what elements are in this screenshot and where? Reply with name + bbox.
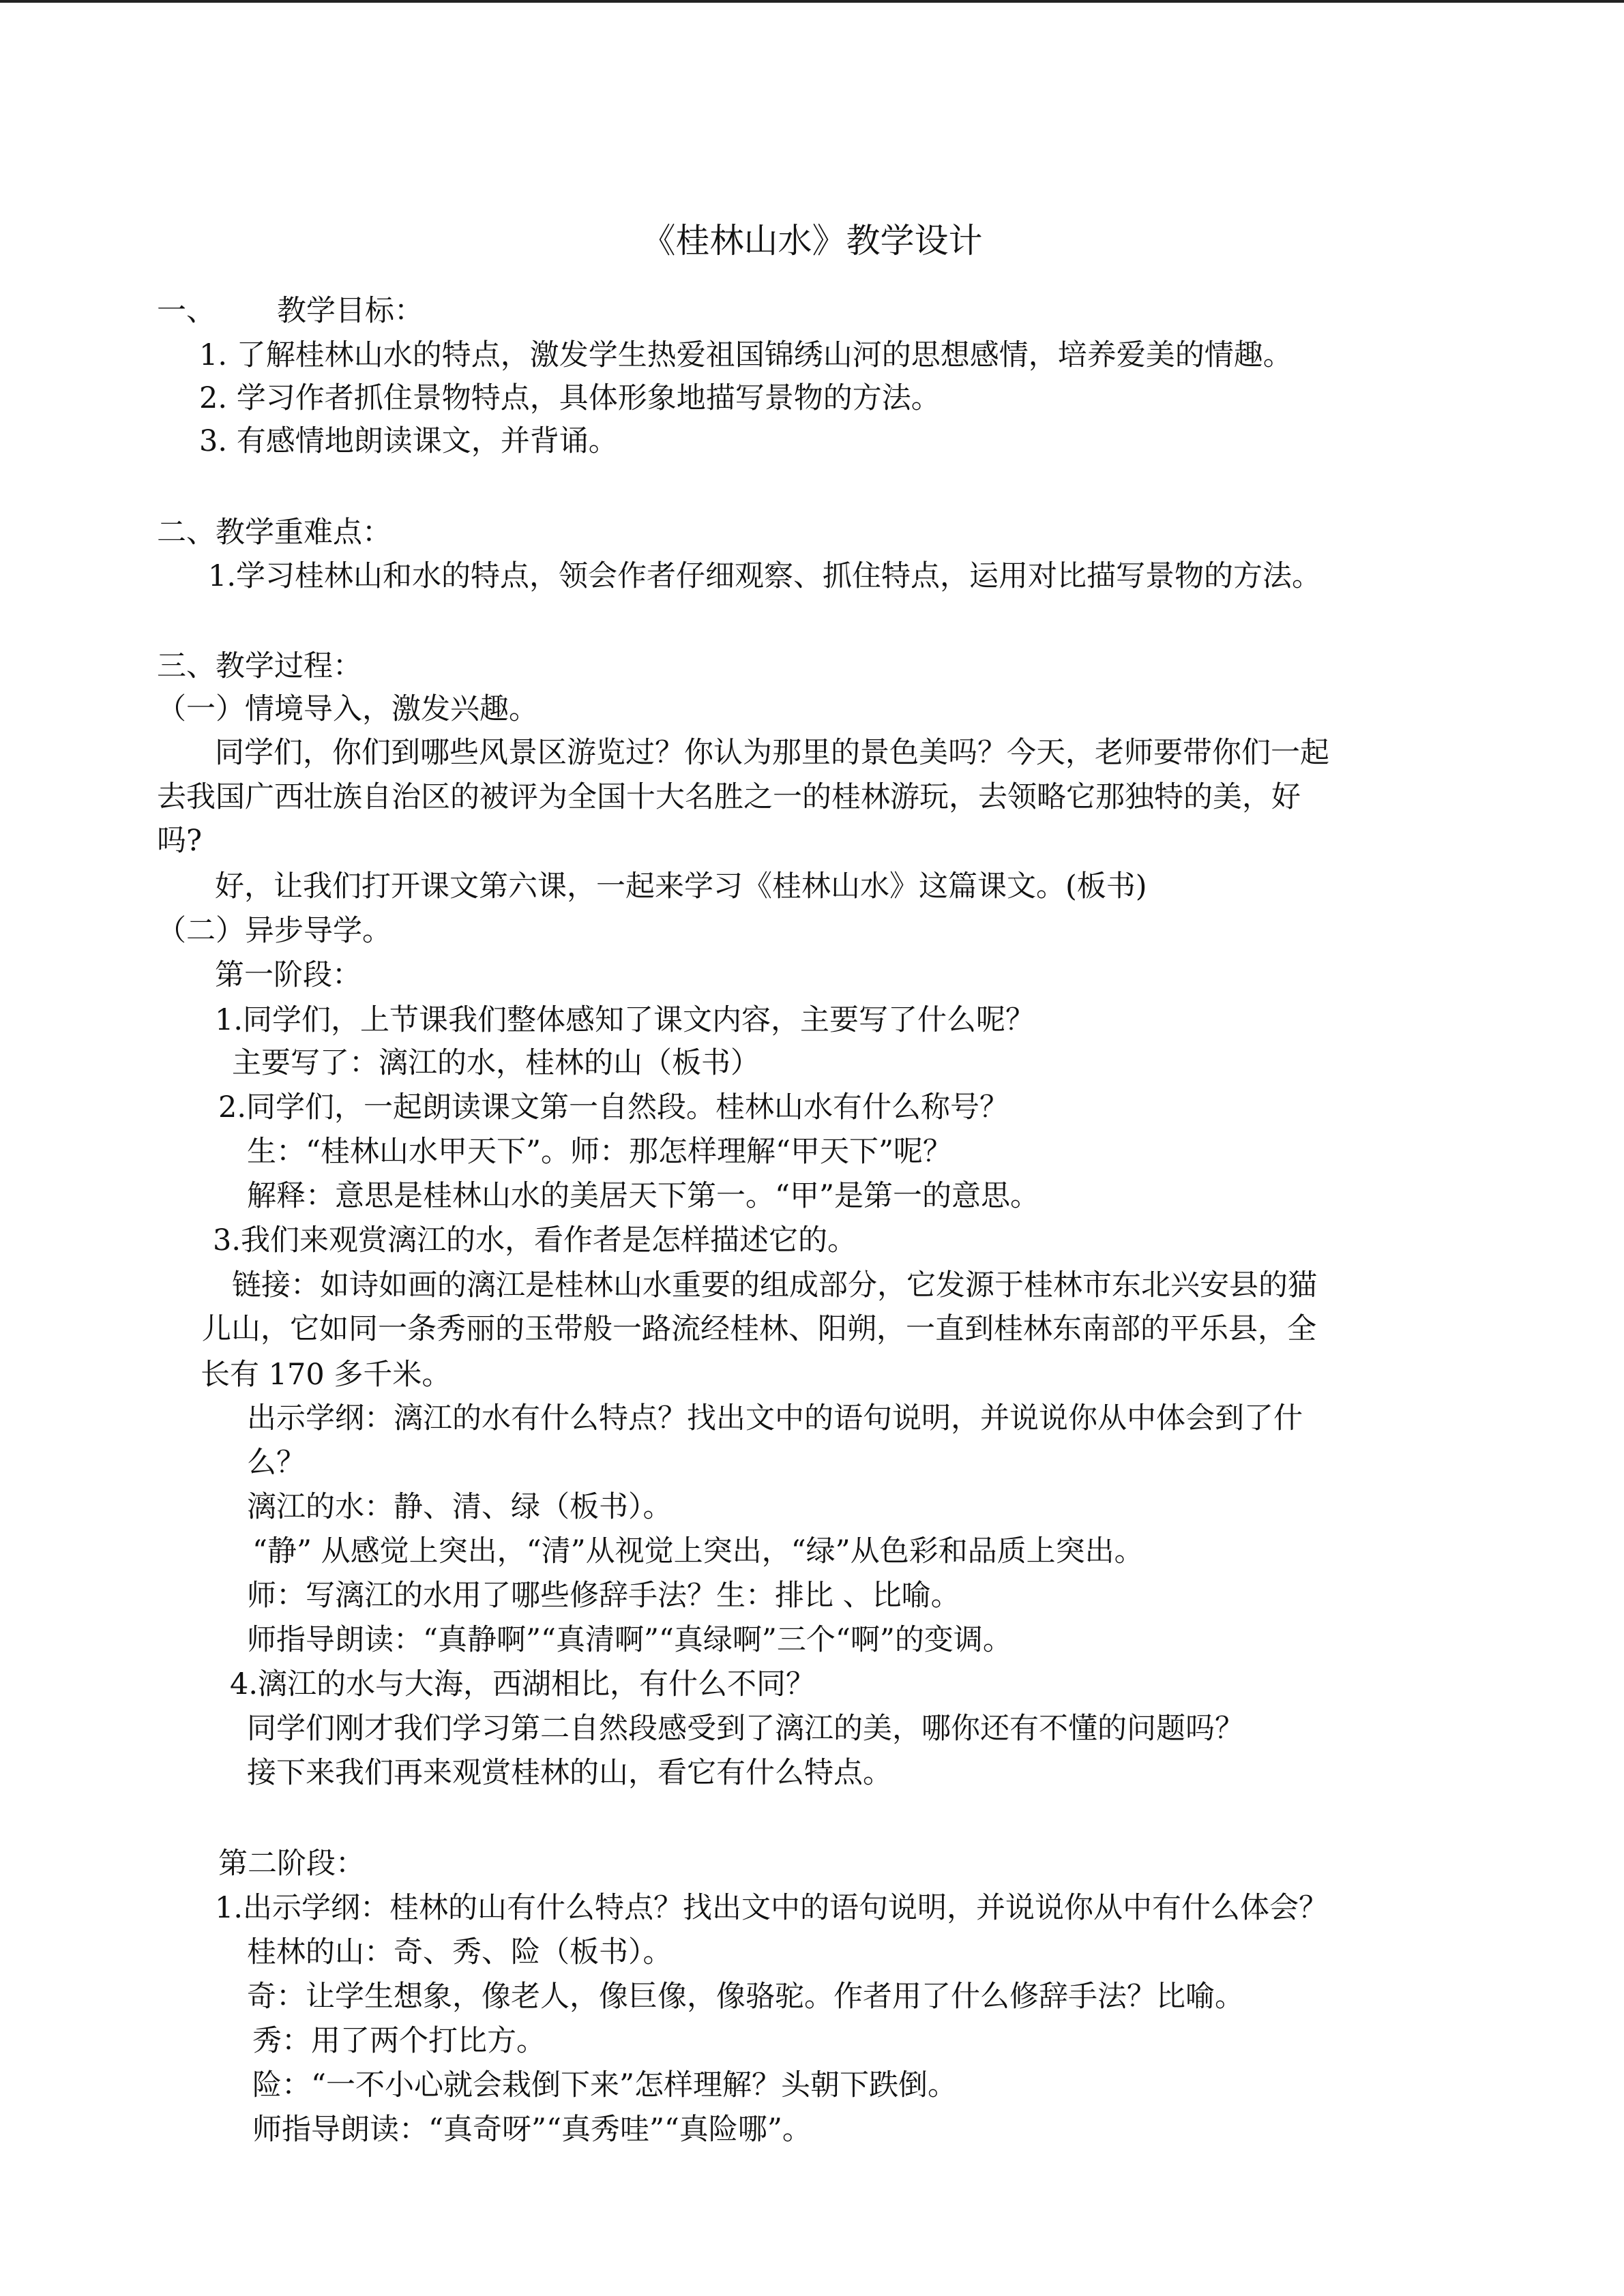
goal-item-3: 3. 有感情地朗读课文，并背诵。 (199, 424, 618, 458)
paragraph-line: 师指导朗读：“真奇呀”“真秀哇”“真险哪”。 (252, 2113, 812, 2147)
paragraph-line: 1.同学们，上节课我们整体感知了课文内容，主要写了什么呢？ (215, 1003, 1035, 1037)
section-1-title: 教学目标： (277, 294, 424, 328)
section-1-heading (157, 290, 424, 331)
paragraph-line: 吗? (157, 824, 203, 858)
difficulty-item-1: 1.学习桂林山和水的特点，领会作者仔细观察、抓住特点，运用对比描写景物的方法。 (208, 559, 1322, 593)
paragraph-line: 同学们刚才我们学习第二自然段感受到了漓江的美，哪你还有不懂的问题吗？ (247, 1712, 1244, 1746)
goal-item-2: 2. 学习作者抓住景物特点，具体形象地描写景物的方法。 (199, 381, 941, 415)
paragraph-line: 主要写了：漓江的水，桂林的山（板书） (232, 1046, 760, 1080)
stage-2-heading: 第二阶段： (218, 1847, 365, 1881)
stage-1-heading: 第一阶段： (215, 958, 361, 992)
top-border (0, 0, 1624, 3)
subsection-1-heading: （一）情境导入，激发兴趣。 (157, 692, 538, 726)
paragraph-line: 3.我们来观赏漓江的水，看作者是怎样描述它的。 (213, 1223, 857, 1257)
paragraph-line: 链接：如诗如画的漓江是桂林山水重要的组成部分，它发源于桂林市东北兴安县的猫 (232, 1268, 1317, 1302)
goal-item-1: 1. 了解桂林山水的特点，激发学生热爱祖国锦绣山河的思想感情，培养爱美的情趣。 (199, 338, 1293, 372)
paragraph-line: 漓江的水：静、清、绿（板书）。 (247, 1490, 673, 1524)
paragraph-line: 秀：用了两个打比方。 (252, 2024, 546, 2058)
paragraph-line: 生：“桂林山水甲天下”。师：那怎样理解“甲天下”呢？ (247, 1135, 952, 1169)
paragraph-line: 接下来我们再来观赏桂林的山，看它有什么特点。 (247, 1756, 892, 1790)
section-2-heading: 二、教学重难点： (157, 516, 392, 550)
paragraph-line: 2.同学们，一起朗读课文第一自然段。桂林山水有什么称号？ (218, 1090, 1009, 1124)
subsection-2-heading: （二）异步导学。 (157, 914, 392, 948)
document-title: 《桂林山水》教学设计 (641, 221, 983, 260)
paragraph-line: 桂林的山：奇、秀、险（板书）。 (247, 1935, 673, 1969)
section-3-heading: 三、教学过程： (157, 649, 362, 683)
paragraph-line: “静” 从感觉上突出，“清”从视觉上突出，“绿”从色彩和品质上突出。 (252, 1534, 1144, 1568)
paragraph-line: 么？ (247, 1446, 306, 1480)
paragraph-line: 解释：意思是桂林山水的美居天下第一。“甲”是第一的意思。 (247, 1179, 1039, 1213)
paragraph-line: 师：写漓江的水用了哪些修辞手法？生：排比 、比喻。 (247, 1579, 960, 1613)
paragraph-line: 出示学纲：漓江的水有什么特点？找出文中的语句说明，并说说你从中体会到了什 (247, 1401, 1303, 1435)
paragraph-line: 奇：让学生想象，像老人，像巨像，像骆驼。作者用了什么修辞手法？比喻。 (247, 1980, 1244, 2014)
paragraph-line: 4.漓江的水与大海，西湖相比，有什么不同？ (230, 1667, 816, 1701)
paragraph-line: 同学们，你们到哪些风景区游览过？你认为那里的景色美吗？今天，老师要带你们一起 (215, 736, 1329, 770)
paragraph-line: 去我国广西壮族自治区的被评为全国十大名胜之一的桂林游玩，去领略它那独特的美，好 (157, 780, 1301, 814)
section-1-number: 一、 (157, 294, 216, 328)
paragraph-line: 长有 170 多千米。 (201, 1358, 452, 1392)
paragraph-line: 险：“一不小心就会栽倒下来”怎样理解？头朝下跌倒。 (252, 2068, 957, 2102)
paragraph-line: 师指导朗读：“真静啊”“真清啊”“真绿啊”三个“啊”的变调。 (247, 1623, 1012, 1657)
paragraph-line: 1.出示学纲：桂林的山有什么特点？找出文中的语句说明，并说说你从中有什么体会？ (215, 1891, 1329, 1925)
paragraph-line: 儿山，它如同一条秀丽的玉带般一路流经桂林、阳朔，一直到桂林东南部的平乐县，全 (202, 1312, 1316, 1346)
paragraph-line: 好，让我们打开课文第六课，一起来学习《桂林山水》这篇课文。(板书) (215, 869, 1147, 904)
